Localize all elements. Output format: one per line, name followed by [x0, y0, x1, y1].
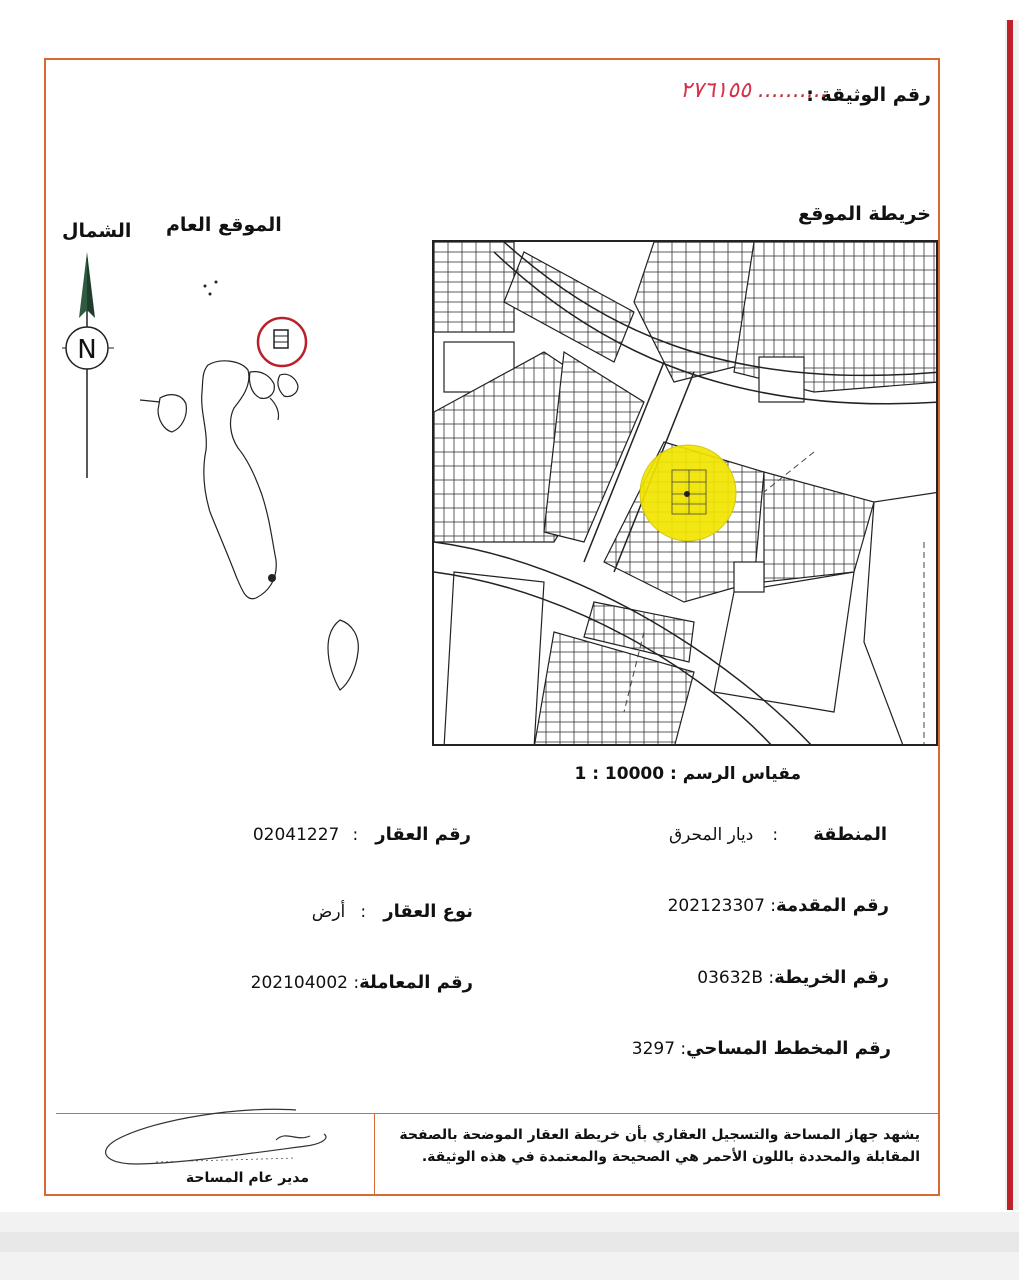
scale-row [574, 764, 801, 784]
property-no-label: رقم العقار [375, 824, 471, 845]
north-letter: N [77, 335, 97, 365]
bottom-bar [0, 1232, 1019, 1252]
certificate-vertical-divider [374, 1113, 375, 1196]
survey-plan-value: 3297 [631, 1039, 676, 1059]
property-type-value: أرض [311, 902, 346, 922]
scale-value: 1 : 10000 [574, 764, 665, 784]
application-no-value: 202123307 [667, 896, 765, 916]
doc-number-label: رقم الوثيقة : [806, 84, 931, 106]
site-map-title: خريطة الموقع [797, 203, 931, 225]
certificate-text: يشهد جهاز المساحة والتسجيل العقاري بأن خريطة العقار الموضحة بالصفحة المقابلة والمحددة باللون الأحمر هي الصحيحة والمعتمدة في هذه الوثيقة. [399, 1127, 920, 1165]
application-no-label: رقم المقدمة [776, 895, 889, 916]
signer-title: مدير عام المساحة [185, 1170, 309, 1186]
survey-plan-row: رقم المخطط المساحي: 3297 [631, 1038, 891, 1059]
map-no-label: رقم الخريطة [774, 967, 889, 988]
property-type-row: نوع العقار : أرض [311, 901, 473, 922]
transaction-no-label: رقم المعاملة [359, 972, 473, 993]
north-arrow-icon [58, 248, 118, 488]
red-edge-band [1005, 20, 1019, 1210]
signature [96, 1100, 346, 1175]
transaction-no-row: رقم المعاملة: 202104002 [250, 972, 473, 993]
area-value: ديار المحرق [668, 825, 754, 845]
survey-plan-label: رقم المخطط المساحي [686, 1038, 891, 1059]
property-no-value: 02041227 [252, 825, 340, 845]
map-no-row: رقم الخريطة: 03632B [697, 967, 889, 988]
doc-number-value: ٢٧٦١٥٥ .......... [680, 78, 828, 103]
application-no-row: رقم المقدمة: 202123307 [667, 895, 889, 916]
scale-label: مقياس الرسم : [669, 764, 801, 784]
transaction-no-value: 202104002 [250, 973, 348, 993]
north-title: الشمال [62, 220, 132, 242]
property-no-row: رقم العقار : 02041227 [252, 824, 471, 845]
area-label: المنطقة [813, 824, 887, 845]
general-location-map [130, 280, 390, 720]
site-map [432, 240, 938, 746]
general-location-title: الموقع العام [166, 214, 282, 236]
area-row: المنطقة : ديار المحرق [668, 824, 887, 845]
map-no-value: 03632B [697, 968, 764, 988]
property-type-label: نوع العقار [383, 901, 473, 922]
